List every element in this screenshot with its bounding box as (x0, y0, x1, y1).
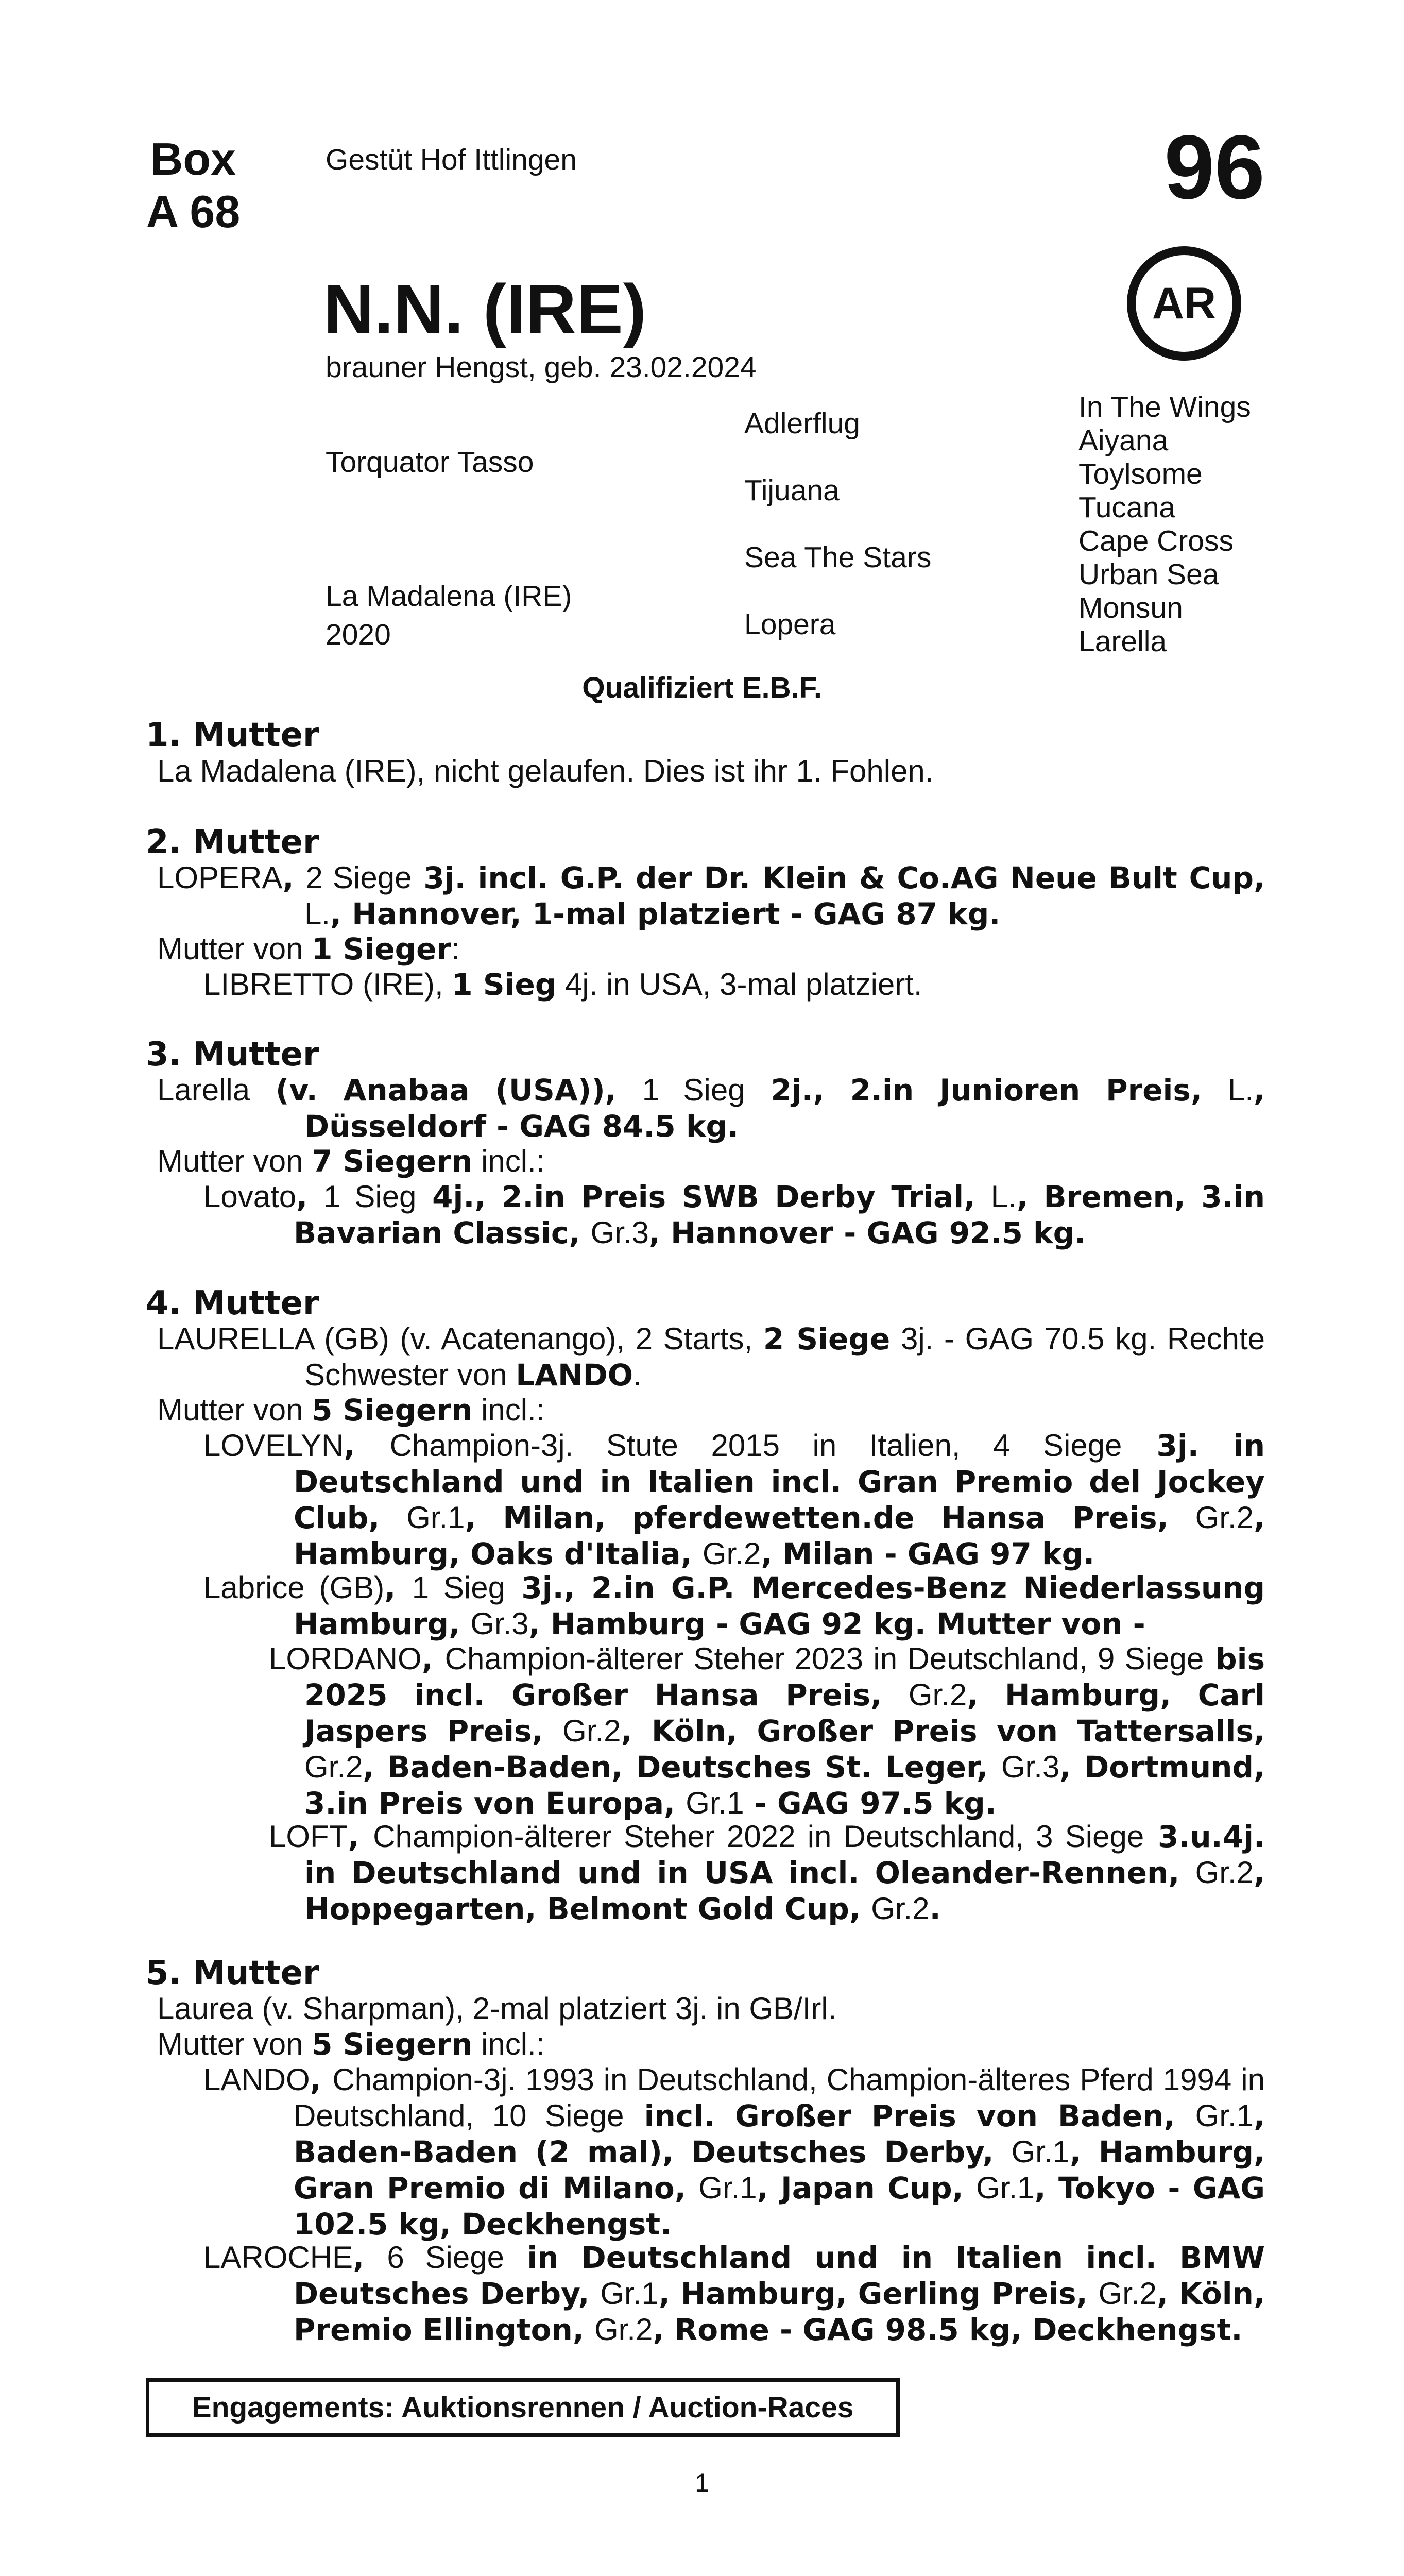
text-run: Champion-3j. Stute 2015 in Italien, 4 Siege (389, 1428, 1122, 1463)
bold-run: 5 Siegern (312, 2027, 473, 2062)
bold-run: in Deutschland und in Italien incl. BMW Deutsches Derby, (294, 2240, 1265, 2311)
text-run: L. (304, 896, 331, 931)
section-heading: 2. Mutter (146, 823, 319, 861)
pedigree-grandparent: Lopera (744, 608, 836, 641)
text-run: Gr.1 (1011, 2134, 1070, 2169)
bold-run: , (296, 1179, 323, 1214)
bold-run: incl. Großer Preis von Baden, (624, 2098, 1195, 2133)
fourth-dam-text (157, 1321, 1265, 1393)
text-run: Gr.3 (1001, 1750, 1060, 1784)
text-run: Gr.2 (304, 1750, 363, 1784)
bold-run: , Rome - GAG 98.5 kg, Deckhengst. (653, 2312, 1243, 2347)
text-run: Gr.2 (908, 1677, 967, 1712)
text-run: . (633, 1358, 642, 1392)
bold-run: 3j., 2.in G.P. Mercedes-Benz Niederlassung Hamburg, (294, 1570, 1265, 1641)
studfarm: Gestüt Hof Ittlingen (326, 143, 577, 176)
section-heading: 4. Mutter (146, 1284, 319, 1323)
bold-run: 2 Siege (763, 1321, 891, 1357)
text-run: LANDO (203, 2062, 310, 2097)
bold-run: , (310, 2062, 333, 2097)
pedigree-great-grandparent: In The Wings (1078, 391, 1251, 423)
bold-run: - GAG 97.5 kg. (744, 1786, 997, 1821)
bold-run: 1 Sieger (312, 931, 452, 967)
pedigree-sire: Torquator Tasso (326, 446, 534, 479)
box-number: A 68 (146, 186, 241, 237)
text-run: LAURELLA (GB) (v. Acatenango), 2 Starts, (157, 1321, 763, 1356)
bold-run: , Tokyo - GAG 102.5 kg, Deckhengst. (294, 2171, 1265, 2242)
pedigree-great-grandparent: Monsun (1078, 591, 1183, 624)
horse-name: N.N. (IRE) (323, 270, 647, 348)
bold-run: , Dortmund, 3.in Preis von Europa, (304, 1750, 1265, 1821)
text-run: Labrice (GB) (203, 1570, 385, 1605)
second-dam-text (157, 860, 1265, 932)
bold-run: , Baden-Baden (2 mal), Deutsches Derby, (294, 2098, 1265, 2170)
bold-run: 3j. incl. G.P. der Dr. Klein & Co.AG Neue Bult Cup, (412, 860, 1265, 895)
text-run: Mutter von (157, 1393, 312, 1427)
pedigree-dam: La Madalena (IRE) (326, 580, 572, 613)
bold-run: , Köln, Premio Ellington, (294, 2276, 1265, 2347)
section-heading: 5. Mutter (146, 1954, 319, 1992)
progeny-entry (203, 1428, 1265, 1572)
text-run: 4j. in USA, 3-mal platziert. (556, 967, 922, 1002)
bold-run: 3.u.4j. in Deutschland und in USA incl. Oleander-Rennen, (304, 1819, 1265, 1890)
text-run: Mutter von (157, 1144, 312, 1178)
pedigree-dam-year: 2020 (326, 618, 391, 651)
bold-run: , Hannover - GAG 92.5 kg. (648, 1215, 1086, 1250)
bold-run: , (282, 860, 306, 895)
bold-run: , Japan Cup, (757, 2171, 977, 2206)
bold-run: (v. Anabaa (USA)), (250, 1073, 642, 1108)
progeny-intro (157, 1143, 1264, 1179)
box-label (124, 133, 263, 238)
bold-run: , Hamburg, Carl Jaspers Preis, (304, 1677, 1265, 1749)
qualifier: Qualifiziert E.B.F. (582, 671, 822, 704)
text-run: incl.: (472, 1393, 545, 1427)
bold-run: bis 2025 incl. Großer Hansa Preis, (304, 1641, 1265, 1713)
section-heading: 3. Mutter (146, 1036, 319, 1074)
bold-run: . (929, 1891, 941, 1926)
text-run: incl.: (472, 1144, 545, 1178)
bold-run: , Hoppegarten, Belmont Gold Cup, (304, 1855, 1265, 1926)
horse-description: brauner Hengst, geb. 23.02.2024 (326, 351, 757, 384)
text-run: Gr.1 (406, 1500, 465, 1535)
bold-run: , Hamburg, Gerling Preis, (658, 2276, 1099, 2311)
bold-run: , (384, 1570, 412, 1605)
pedigree-grandparent: Adlerflug (744, 407, 860, 440)
bold-run: , Hamburg - GAG 92 kg. Mutter von - (528, 1606, 1145, 1641)
text-run: Gr.1 (600, 2276, 659, 2311)
pedigree-great-grandparent: Cape Cross (1078, 524, 1234, 557)
text-run: Mutter von (157, 931, 312, 966)
text-run: Gr.2 (1195, 1855, 1254, 1890)
bold-run: LANDO (516, 1358, 633, 1393)
text-run: Gr.3 (470, 1606, 529, 1641)
text-run: Gr.2 (594, 2312, 653, 2347)
text-run: Gr.2 (1195, 1500, 1254, 1535)
text-run: incl.: (472, 2027, 545, 2061)
bold-run: , Köln, Großer Preis von Tattersalls, (621, 1714, 1265, 1749)
text-run: Champion-älterer Steher 2022 in Deutschland, 3 Siege (373, 1819, 1144, 1854)
progeny-entry (203, 1179, 1265, 1251)
text-run: LIBRETTO (IRE), (203, 967, 452, 1002)
progeny-entry (269, 1819, 1265, 1927)
progeny-entry (203, 2240, 1265, 2348)
progeny-entry (269, 1641, 1265, 1821)
bold-run: , (344, 1428, 390, 1463)
bold-run: , (421, 1641, 445, 1676)
bold-run: 4j., 2.in Preis SWB Derby Trial, (416, 1179, 991, 1214)
bold-run: 1 Sieg (452, 967, 557, 1002)
pedigree-great-grandparent: Urban Sea (1078, 558, 1219, 591)
text-run: Gr.1 (1195, 2098, 1254, 2133)
bold-run: , Hannover, 1-mal platziert - GAG 87 kg. (330, 896, 1001, 931)
bold-run: 3j. in Deutschland und in Italien incl. Gran Premio del Jockey Club, (294, 1428, 1265, 1535)
bold-run: 7 Siegern (312, 1144, 473, 1179)
bold-run: 2j., 2.in Junioren Preis, (745, 1073, 1228, 1108)
pedigree-great-grandparent: Toylsome (1078, 457, 1203, 490)
pedigree-grandparent: Sea The Stars (744, 541, 932, 574)
text-run: LOFT (269, 1819, 348, 1854)
bold-run: 5 Siegern (312, 1393, 473, 1428)
text-run: 1 Sieg (323, 1179, 417, 1214)
text-run: 3j. - GAG 70.5 kg. Rechte Schwester von (304, 1321, 1265, 1392)
progeny-entry (203, 2062, 1265, 2242)
progeny-entry (203, 1570, 1265, 1642)
bold-run: , Hamburg, Oaks d'Italia, (294, 1500, 1265, 1571)
progeny-intro (157, 931, 1264, 967)
first-dam-text: La Madalena (IRE), nicht gelaufen. Dies ist ihr 1. Fohlen. (157, 754, 934, 788)
fifth-dam-text: Laurea (v. Sharpman), 2-mal platziert 3j. in GB/Irl. (157, 1991, 837, 2026)
text-run: Gr.1 (976, 2171, 1035, 2205)
progeny-intro (157, 1392, 1264, 1428)
pedigree-great-grandparent: Aiyana (1078, 424, 1169, 457)
engagements-box: Engagements: Auktionsrennen / Auction-Races (146, 2378, 900, 2437)
text-run: Gr.1 (686, 1786, 744, 1820)
text-run: LOVELYN (203, 1428, 344, 1463)
section-heading: 1. Mutter (146, 716, 319, 754)
box-label-text: Box (150, 133, 236, 184)
text-run: Gr.2 (871, 1891, 930, 1926)
bold-run: , Milan - GAG 97 kg. (761, 1536, 1095, 1571)
text-run: Mutter von (157, 2027, 312, 2061)
bold-run: , Milan, pferdewetten.de Hansa Preis, (465, 1500, 1195, 1535)
text-run: Larella (157, 1073, 250, 1107)
text-run: LORDANO (269, 1641, 422, 1676)
text-run: 1 Sieg (642, 1073, 745, 1107)
text-run: L. (990, 1179, 1017, 1214)
text-run: Gr.2 (562, 1714, 621, 1748)
text-run: L. (1227, 1073, 1254, 1107)
pedigree-great-grandparent: Larella (1078, 625, 1167, 658)
bold-run: , Bremen, 3.in Bavarian Classic, (294, 1179, 1265, 1250)
text-run: LAROCHE (203, 2240, 353, 2275)
bold-run: , Düsseldorf - GAG 84.5 kg. (304, 1073, 1265, 1144)
pedigree-grandparent: Tijuana (744, 474, 840, 507)
text-run: Gr.1 (698, 2171, 757, 2205)
progeny-entry (203, 967, 1264, 1003)
text-run: Gr.2 (1098, 2276, 1157, 2311)
progeny-intro (157, 2026, 1264, 2062)
page-number: 1 (695, 2468, 709, 2497)
text-run: Gr.3 (590, 1215, 649, 1250)
text-run: Gr.2 (702, 1536, 761, 1571)
text-run: 2 Siege (305, 860, 412, 895)
bold-run: , (353, 2240, 387, 2275)
pedigree-great-grandparent: Tucana (1078, 491, 1176, 524)
text-run: : (451, 931, 460, 966)
bold-run: , (348, 1819, 373, 1854)
lot-number: 96 (1164, 117, 1265, 218)
text-run: Lovato (203, 1179, 297, 1214)
text-run: 6 Siege (387, 2240, 504, 2275)
bold-run: , Baden-Baden, Deutsches St. Leger, (363, 1750, 1001, 1785)
text-run: Champion-älterer Steher 2023 in Deutschland, 9 Siege (444, 1641, 1204, 1676)
bold-run: , Hamburg, Gran Premio di Milano, (294, 2134, 1265, 2206)
third-dam-text (157, 1072, 1265, 1144)
ar-badge: AR (1127, 246, 1241, 361)
text-run: LOPERA (157, 860, 283, 895)
text-run: 1 Sieg (412, 1570, 505, 1605)
text-run: Champion-3j. 1993 in Deutschland, Champion-älteres Pferd 1994 in Deutschland, 10 Siege (294, 2062, 1265, 2133)
